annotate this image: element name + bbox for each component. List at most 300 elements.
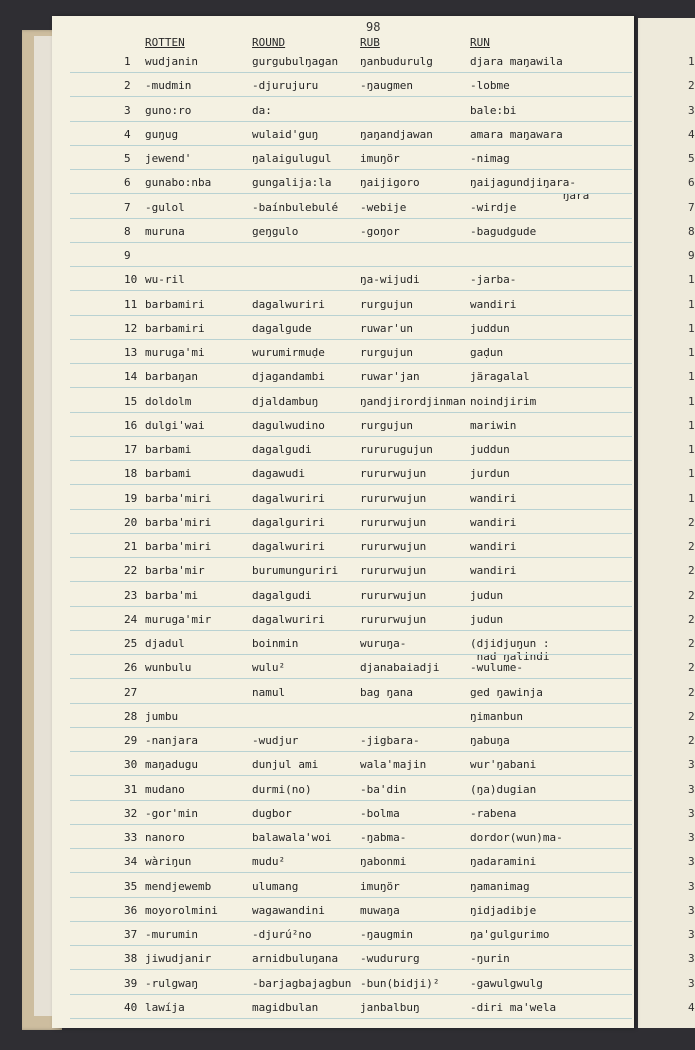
cell-rub: ruwar'jan <box>360 370 420 383</box>
cell-rotten: -rulgwaŋ <box>145 977 198 990</box>
cell-run: ŋamanimag <box>470 880 530 893</box>
table-row <box>0 661 695 685</box>
row-number: 12 <box>124 322 138 335</box>
cell-rotten: wunbulu <box>145 661 192 674</box>
table-row <box>0 807 695 831</box>
table-row <box>0 516 695 540</box>
table-row <box>0 55 695 79</box>
facing-page-number: 3 <box>688 104 695 117</box>
row-number: 37 <box>124 928 138 941</box>
row-number: 8 <box>124 225 131 238</box>
table-row <box>0 273 695 297</box>
cell-rub: muwaŋa <box>360 904 400 917</box>
cell-rotten: nanoro <box>145 831 185 844</box>
cell-run: -rabena <box>470 807 517 820</box>
ruled-line <box>70 436 632 437</box>
ruled-line <box>70 897 632 898</box>
facing-page-number: 1 <box>688 370 695 383</box>
cell-rotten: moyorolmini <box>145 904 218 917</box>
ruled-line <box>70 145 632 146</box>
row-number: 18 <box>124 467 138 480</box>
cell-run: (djidjuŋun : nad ŋalindi <box>470 637 550 663</box>
ruled-line <box>70 606 632 607</box>
cell-rotten: -nanjara <box>145 734 198 747</box>
ruled-line <box>70 630 632 631</box>
ruled-line <box>70 872 632 873</box>
cell-round: dagalwuriri <box>252 613 325 626</box>
row-number: 40 <box>124 1001 138 1014</box>
ruled-line <box>70 96 632 97</box>
cell-run: -wulume- <box>470 661 523 674</box>
cell-rotten: barba'mir <box>145 564 205 577</box>
cell-run: mariwin <box>470 419 517 432</box>
cell-run: -jarba- <box>470 273 517 286</box>
table-row <box>0 540 695 564</box>
ruled-line <box>70 290 632 291</box>
row-number: 11 <box>124 298 138 311</box>
table-row <box>0 1001 695 1025</box>
cell-round: magidbulan <box>252 1001 319 1014</box>
facing-page-number: 7 <box>688 201 695 214</box>
cell-run: -nimag <box>470 152 510 165</box>
cell-rub: rururugujun <box>360 443 433 456</box>
cell-rub: rurgujun <box>360 298 413 311</box>
column-header-rub: RUB <box>360 36 380 49</box>
ruled-line <box>70 727 632 728</box>
cell-rotten: barbamiri <box>145 298 205 311</box>
facing-page-number: 4 <box>688 128 695 141</box>
cell-rub: -bun(bidji)² <box>360 977 440 990</box>
cell-rotten: muruga'mi <box>145 346 205 359</box>
row-number: 21 <box>124 540 138 553</box>
row-number: 5 <box>124 152 131 165</box>
cell-rotten: wàriŋun <box>145 855 192 868</box>
cell-rotten: djadul <box>145 637 185 650</box>
cell-round: gungalija:la <box>252 176 332 189</box>
cell-round: -wudjur <box>252 734 299 747</box>
cell-round: da: <box>252 104 272 117</box>
facing-page-number: 3 <box>688 831 695 844</box>
table-row <box>0 758 695 782</box>
ruled-line <box>70 121 632 122</box>
cell-rotten: -gulol <box>145 201 185 214</box>
cell-rotten: barba'mi <box>145 589 198 602</box>
ruled-line <box>70 266 632 267</box>
cell-round: dagalguriri <box>252 516 325 529</box>
cell-rub: imuŋör <box>360 152 400 165</box>
table-row <box>0 855 695 879</box>
cell-run: amara maŋawara <box>470 128 563 141</box>
table-row <box>0 298 695 322</box>
cell-rub: -bolma <box>360 807 400 820</box>
cell-run: juddun <box>470 322 510 335</box>
ruled-line <box>70 315 632 316</box>
facing-page-number: 2 <box>688 79 695 92</box>
cell-rub: -goŋor <box>360 225 400 238</box>
table-row <box>0 880 695 904</box>
cell-rub: -ŋabma- <box>360 831 407 844</box>
row-number: 24 <box>124 613 138 626</box>
table-row <box>0 395 695 419</box>
table-row <box>0 201 695 225</box>
table-row <box>0 734 695 758</box>
cell-run: -lobme <box>470 79 510 92</box>
table-row <box>0 419 695 443</box>
table-row <box>0 128 695 152</box>
row-number: 27 <box>124 686 138 699</box>
row-number: 10 <box>124 273 138 286</box>
facing-page-number: 1 <box>688 298 695 311</box>
ruled-line <box>70 533 632 534</box>
ruled-line <box>70 484 632 485</box>
cell-rub: ruwar'un <box>360 322 413 335</box>
cell-run: -bagudgude <box>470 225 537 238</box>
cell-run: -diri ma'wela <box>470 1001 557 1014</box>
ruled-line <box>70 242 632 243</box>
cell-rotten: jiwudjanir <box>145 952 212 965</box>
cell-rub: ŋaijigoro <box>360 176 420 189</box>
table-row <box>0 176 695 200</box>
cell-round: burumunguriri <box>252 564 339 577</box>
cell-run: ŋabuŋa <box>470 734 510 747</box>
facing-page-number: 3 <box>688 783 695 796</box>
facing-page-number: 3 <box>688 758 695 771</box>
page-number: 98 <box>366 20 381 34</box>
cell-rotten: -murumin <box>145 928 198 941</box>
cell-round: boinmin <box>252 637 299 650</box>
table-row <box>0 443 695 467</box>
cell-rotten: guŋug <box>145 128 179 141</box>
ruled-line <box>70 412 632 413</box>
cell-run: judun <box>470 589 504 602</box>
row-number: 9 <box>124 249 131 262</box>
facing-page-number: 1 <box>688 322 695 335</box>
cell-run: -ŋurin <box>470 952 510 965</box>
ruled-line <box>70 169 632 170</box>
row-number: 39 <box>124 977 138 990</box>
cell-round: balawala'woi <box>252 831 332 844</box>
cell-run: ged ŋawinja <box>470 686 543 699</box>
table-row <box>0 977 695 1001</box>
facing-page-number: 1 <box>688 443 695 456</box>
facing-page-number: 6 <box>688 176 695 189</box>
ruled-line <box>70 387 632 388</box>
facing-page-number: 1 <box>688 467 695 480</box>
row-number: 17 <box>124 443 138 456</box>
table-row <box>0 783 695 807</box>
row-number: 1 <box>124 55 131 68</box>
cell-round: -djurujuru <box>252 79 319 92</box>
cell-round: -djurú²no <box>252 928 312 941</box>
table-row <box>0 346 695 370</box>
cell-round: djagandambi <box>252 370 325 383</box>
cell-run: djara maŋawila <box>470 55 563 68</box>
cell-round: -baínbulebulé <box>252 201 339 214</box>
facing-page-number: 1 <box>688 55 695 68</box>
row-number: 35 <box>124 880 138 893</box>
facing-page-number: 3 <box>688 977 695 990</box>
cell-rub: ŋanbudurulg <box>360 55 433 68</box>
cell-run: ŋimanbun <box>470 710 523 723</box>
facing-page-number: 2 <box>688 589 695 602</box>
cell-round: wagawandini <box>252 904 325 917</box>
cell-rotten: dulgi'wai <box>145 419 205 432</box>
cell-run: dordor(wun)ma- <box>470 831 563 844</box>
cell-rotten: muruga'mir <box>145 613 212 626</box>
facing-page-number: 2 <box>688 540 695 553</box>
row-number: 15 <box>124 395 138 408</box>
column-header-round: ROUND <box>252 36 286 49</box>
cell-rub: rururwujun <box>360 492 427 505</box>
cell-run: järagalal <box>470 370 530 383</box>
ruled-line <box>70 1018 632 1019</box>
ruled-line <box>70 557 632 558</box>
facing-page-number: 2 <box>688 661 695 674</box>
ruled-line <box>70 751 632 752</box>
column-header-run: RUN <box>470 36 490 49</box>
cell-round: dagalgudi <box>252 589 312 602</box>
cell-rub: janbalbuŋ <box>360 1001 420 1014</box>
row-number: 16 <box>124 419 138 432</box>
row-number: 20 <box>124 516 138 529</box>
table-row <box>0 564 695 588</box>
cell-round: geŋgulo <box>252 225 299 238</box>
cell-round: dagalgude <box>252 322 312 335</box>
cell-rub: -wudururg <box>360 952 420 965</box>
cell-rotten: barba'miri <box>145 516 212 529</box>
row-number: 38 <box>124 952 138 965</box>
ruled-line <box>70 654 632 655</box>
cell-run: bale:bi <box>470 104 517 117</box>
row-number: 29 <box>124 734 138 747</box>
cell-rotten: barba'miri <box>145 492 212 505</box>
cell-run: ŋa'gulgurimo <box>470 928 550 941</box>
row-number: 30 <box>124 758 138 771</box>
row-number: 23 <box>124 589 138 602</box>
cell-round: durmi(no) <box>252 783 312 796</box>
table-row <box>0 79 695 103</box>
cell-run: judun <box>470 613 504 626</box>
table-row <box>0 637 695 661</box>
cell-rotten: barba'miri <box>145 540 212 553</box>
cell-rub: -webije <box>360 201 407 214</box>
cell-run: gaḍun <box>470 346 504 359</box>
cell-rub: wala'majin <box>360 758 427 771</box>
cell-rub: rururwujun <box>360 564 427 577</box>
row-number: 22 <box>124 564 138 577</box>
cell-rotten: barbaŋan <box>145 370 198 383</box>
cell-rub: wuruŋa- <box>360 637 407 650</box>
cell-rotten: jumbu <box>145 710 179 723</box>
facing-page-number: 1 <box>688 419 695 432</box>
cell-run: jurdun <box>470 467 510 480</box>
row-number: 14 <box>124 370 138 383</box>
table-row <box>0 686 695 710</box>
facing-page-number: 8 <box>688 225 695 238</box>
cell-rotten: gunabo:nba <box>145 176 212 189</box>
cell-rub: ŋandjirordjinman <box>360 395 466 408</box>
cell-round: gurgubulŋagan <box>252 55 339 68</box>
row-number: 31 <box>124 783 138 796</box>
cell-rotten: wu-ril <box>145 273 185 286</box>
cell-rotten: maŋadugu <box>145 758 198 771</box>
cell-rotten: barbami <box>145 443 192 456</box>
table-row <box>0 831 695 855</box>
facing-page-number: 1 <box>688 273 695 286</box>
cell-round: dagalwuriri <box>252 540 325 553</box>
cell-rub: imuŋör <box>360 880 400 893</box>
cell-round: dagalgudi <box>252 443 312 456</box>
row-number: 26 <box>124 661 138 674</box>
cell-rotten: barbami <box>145 467 192 480</box>
cell-rub: rururwujun <box>360 589 427 602</box>
ruled-line <box>70 193 632 194</box>
facing-page-number: 1 <box>688 395 695 408</box>
cell-rub: rururwujun <box>360 540 427 553</box>
table-row <box>0 952 695 976</box>
table-row <box>0 613 695 637</box>
facing-page-number: 3 <box>688 904 695 917</box>
cell-rotten: guno:ro <box>145 104 192 117</box>
cell-round: -barjagbajagbun <box>252 977 352 990</box>
cell-round: namul <box>252 686 286 699</box>
ruled-line <box>70 460 632 461</box>
facing-page-number: 2 <box>688 564 695 577</box>
facing-page-number: 2 <box>688 613 695 626</box>
column-header-rotten: ROTTEN <box>145 36 185 49</box>
cell-run: juddun <box>470 443 510 456</box>
cell-run: wandiri <box>470 298 517 311</box>
facing-page-number: 1 <box>688 492 695 505</box>
cell-run: -wirdje <box>470 201 517 214</box>
cell-rub: bag ŋana <box>360 686 413 699</box>
cell-rotten: lawíja <box>145 1001 185 1014</box>
facing-page-number: 9 <box>688 249 695 262</box>
cell-run: ŋadaramini <box>470 855 537 868</box>
cell-rub: djanabaiadji <box>360 661 440 674</box>
ruled-line <box>70 363 632 364</box>
facing-page-number: 3 <box>688 880 695 893</box>
cell-rotten: muruna <box>145 225 185 238</box>
table-row <box>0 322 695 346</box>
facing-page-number: 1 <box>688 346 695 359</box>
cell-rub: rururwujun <box>360 467 427 480</box>
cell-round: arnidbuluŋana <box>252 952 339 965</box>
ruled-line <box>70 994 632 995</box>
table-row <box>0 225 695 249</box>
row-number: 28 <box>124 710 138 723</box>
row-number: 19 <box>124 492 138 505</box>
row-number: 3 <box>124 104 131 117</box>
cell-run: wandiri <box>470 516 517 529</box>
table-row <box>0 152 695 176</box>
cell-rotten: jewend' <box>145 152 192 165</box>
cell-round: dagalwuriri <box>252 298 325 311</box>
cell-rotten: -gor'min <box>145 807 198 820</box>
ruled-line <box>70 945 632 946</box>
facing-page-number: 2 <box>688 710 695 723</box>
ruled-line <box>70 581 632 582</box>
cell-round: ŋalaigulugul <box>252 152 332 165</box>
ruled-line <box>70 775 632 776</box>
facing-page-number: 4 <box>688 1001 695 1014</box>
cell-rub: ŋa-wijudi <box>360 273 420 286</box>
facing-page-number: 3 <box>688 855 695 868</box>
cell-run: ŋaijagundjiŋara- ŋara <box>470 176 590 202</box>
ruled-line <box>70 848 632 849</box>
cell-rotten: mendjewemb <box>145 880 212 893</box>
row-number: 13 <box>124 346 138 359</box>
ruled-line <box>70 800 632 801</box>
cell-round: wulaid'guŋ <box>252 128 319 141</box>
cell-rub: rururwujun <box>360 613 427 626</box>
cell-rub: -ŋaugmin <box>360 928 413 941</box>
cell-round: mudu² <box>252 855 286 868</box>
cell-run: (ŋa)dugian <box>470 783 537 796</box>
row-number: 36 <box>124 904 138 917</box>
row-number: 34 <box>124 855 138 868</box>
facing-page-number: 5 <box>688 152 695 165</box>
ruled-line <box>70 921 632 922</box>
cell-rotten: doldolm <box>145 395 192 408</box>
cell-round: dagalwuriri <box>252 492 325 505</box>
ruled-line <box>70 824 632 825</box>
cell-run: noindjirim <box>470 395 537 408</box>
cell-round: dugbor <box>252 807 292 820</box>
ruled-line <box>70 72 632 73</box>
cell-round: dagulwudino <box>252 419 325 432</box>
cell-rub: ŋabonmi <box>360 855 407 868</box>
cell-rotten: mudano <box>145 783 185 796</box>
row-number: 33 <box>124 831 138 844</box>
facing-page-number: 3 <box>688 952 695 965</box>
table-row <box>0 589 695 613</box>
cell-run: -gawulgwulg <box>470 977 543 990</box>
cell-rotten: -mudmin <box>145 79 192 92</box>
cell-rub: rururwujun <box>360 516 427 529</box>
cell-round: wurumirmuḍe <box>252 346 325 359</box>
cell-rub: -ŋaugmen <box>360 79 413 92</box>
cell-run: wur'ŋabani <box>470 758 537 771</box>
facing-page-number: 3 <box>688 807 695 820</box>
cell-round: ulumang <box>252 880 299 893</box>
ruled-line <box>70 339 632 340</box>
facing-page-number: 2 <box>688 686 695 699</box>
cell-round: wulu² <box>252 661 286 674</box>
cell-round: dunjul ami <box>252 758 319 771</box>
cell-run: wandiri <box>470 540 517 553</box>
row-number: 32 <box>124 807 138 820</box>
row-number: 7 <box>124 201 131 214</box>
cell-run: wandiri <box>470 564 517 577</box>
table-row <box>0 492 695 516</box>
ruled-line <box>70 969 632 970</box>
cell-run: wandiri <box>470 492 517 505</box>
row-number: 4 <box>124 128 131 141</box>
table-row <box>0 904 695 928</box>
cell-round: dagawudi <box>252 467 305 480</box>
cell-rub: rurgujun <box>360 346 413 359</box>
facing-page-number: 2 <box>688 516 695 529</box>
table-row <box>0 710 695 734</box>
cell-rub: rurgujun <box>360 419 413 432</box>
cell-rub: ŋaŋandjawan <box>360 128 433 141</box>
cell-run: ŋidjadibje <box>470 904 537 917</box>
table-row <box>0 467 695 491</box>
ruled-line <box>70 678 632 679</box>
cell-rotten: wudjanin <box>145 55 198 68</box>
facing-page-number: 2 <box>688 637 695 650</box>
